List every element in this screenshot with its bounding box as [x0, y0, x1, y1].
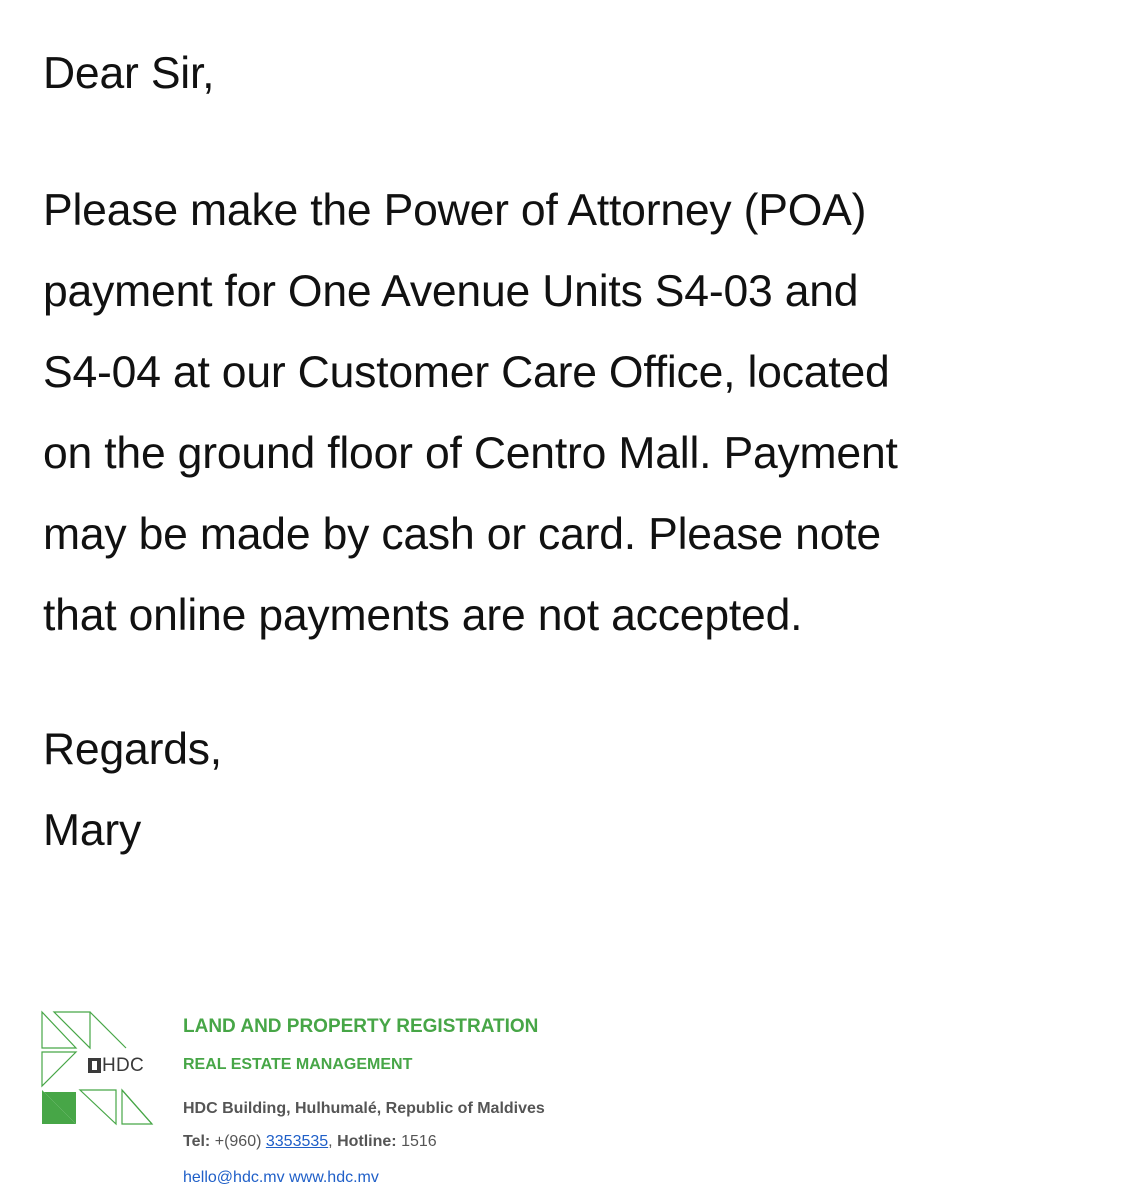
department-name: LAND AND PROPERTY REGISTRATION	[183, 1016, 539, 1037]
closing: Regards,	[43, 725, 222, 774]
hdc-mark-icon	[88, 1058, 101, 1073]
greeting: Dear Sir,	[43, 49, 215, 98]
message-paragraph	[43, 170, 1113, 656]
message-line: Please make the Power of Attorney (POA)	[43, 186, 867, 235]
message-line: payment for One Avenue Units S4-03 and	[43, 267, 859, 316]
email-link[interactable]: hello@hdc.mv	[183, 1169, 285, 1186]
message-line: that online payments are not accepted.	[43, 591, 803, 640]
hdc-wordmark: HDC	[88, 1055, 144, 1077]
message-line: may be made by cash or card. Please note	[43, 510, 881, 559]
division-name: REAL ESTATE MANAGEMENT	[183, 1056, 413, 1073]
website-link[interactable]: www.hdc.mv	[289, 1169, 379, 1186]
contact-line: Tel: +(960) 3353535, Hotline: 1516	[183, 1133, 437, 1150]
phone-link[interactable]: 3353535	[265, 1133, 329, 1150]
email-signature	[40, 1008, 660, 1198]
signer-name: Mary	[43, 806, 142, 855]
hotline-number: 1516	[401, 1133, 437, 1150]
message-line: on the ground floor of Centro Mall. Payment	[43, 429, 898, 478]
message-line: S4-04 at our Customer Care Office, located	[43, 348, 890, 397]
hdc-logo	[40, 1008, 175, 1128]
office-address: HDC Building, Hulhumalé, Republic of Maldives	[183, 1100, 545, 1117]
web-line	[183, 1169, 379, 1187]
